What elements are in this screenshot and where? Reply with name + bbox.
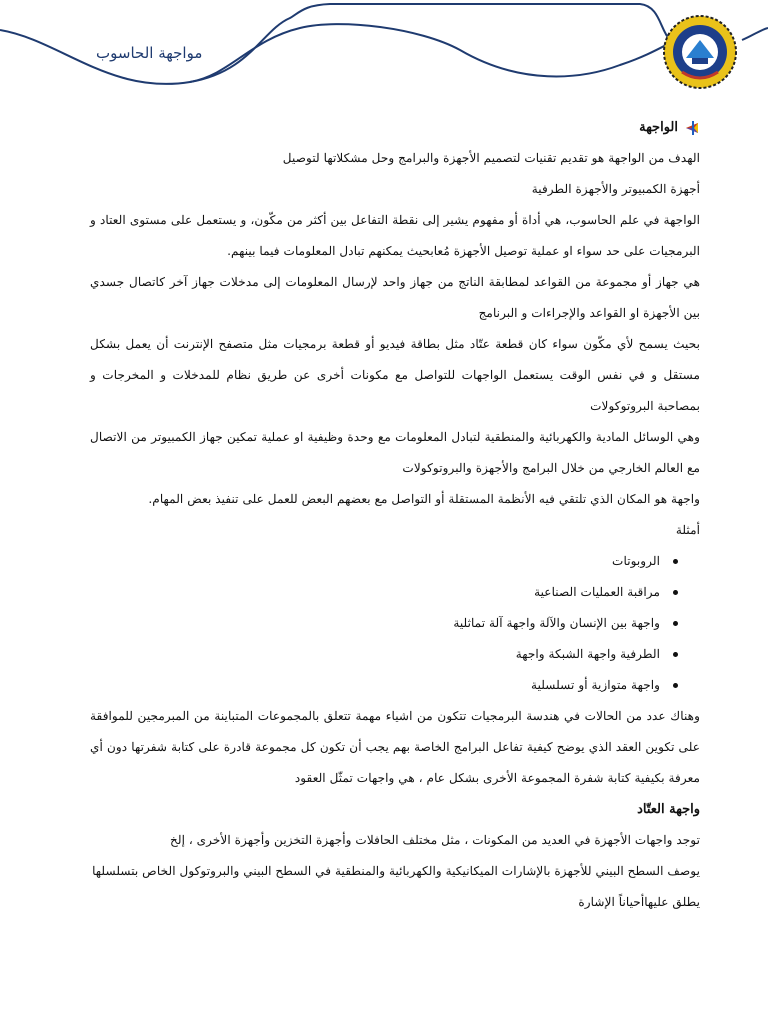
paragraph-hardware-line2: يوصف السطح البيني للأجهزة بالإشارات الميكانيكية والكهربائية والمنطقية في السطح البيني والبروتوكول الخاص بتسلسلها	[92, 864, 700, 878]
bullet-dot-icon	[673, 652, 678, 657]
paragraph-device-rules: هي جهاز أو مجموعة من القواعد لمطابقة الناتج من جهاز واحد لإرسال المعلومات إلى مدخلات جهاز آخر كاتصال جسدي بين الأجهزة او القواعد والإجراءات و البرنامج	[90, 275, 700, 320]
subheading-hardware-interface: واجهة العتّاد	[637, 802, 700, 817]
examples-label: أمثلة	[675, 523, 700, 537]
list-item: واجهة بين الإنسان والآلة واجهة آلة تماثلية	[90, 608, 688, 639]
header-title: مواجهة الحاسوب	[96, 44, 203, 62]
heading-text: الواجهة	[639, 120, 678, 135]
list-item: مراقبة العمليات الصناعية	[90, 577, 688, 608]
paragraph-goal-line1: الهدف من الواجهة هو تقديم تقنيات لتصميم الأجهزة والبرامج وحل مشكلاتها لتوصيل	[282, 151, 700, 165]
section-heading	[90, 112, 700, 143]
paragraph-hardware-line1: توجد واجهات الأجهزة في العديد من المكونات ، مثل مختلف الحافلات وأجهزة التخزين وأجهزة الأخرى ، إلخ	[169, 833, 700, 847]
bullet-dot-icon	[673, 590, 678, 595]
main-content	[90, 112, 700, 918]
paragraph-meeting-place: واجهة هو المكان الذي تلتقي فيه الأنظمة المستقلة أو التواصل مع بعضهم البعض للعمل على تنفيذ بعض المهام.	[148, 492, 700, 506]
examples-list	[90, 546, 700, 701]
multicolor-bullet-icon	[684, 121, 700, 135]
list-item: الطرفية واجهة الشبكة واجهة	[90, 639, 688, 670]
university-seal-logo	[662, 14, 738, 90]
bullet-dot-icon	[673, 621, 678, 626]
paragraph-software-contracts: وهناك عدد من الحالات في هندسة البرمجيات تتكون من اشياء مهمة تتعلق بالمجموعات المتباينة من المبرمجين للموافقة على تكوين العقد الذي يوضح كيفية تفاعل البرامج الخاصة بهم يجب أن تكون كل مجموعة قادرة على كتابة شفرتها دون أي معرفة بكيفية كتابة شفرة المجموعة الأخرى بشكل عام ، هي واجهات تمثّل العقود	[90, 709, 700, 785]
paragraph-means: وهي الوسائل المادية والكهربائية والمنطقية لتبادل المعلومات مع وحدة وظيفية او عملية تمكين جهاز الكمبيوتر من الاتصال مع العالم الخارجي من خلال البرامج والأجهزة والبروتوكولات	[90, 430, 700, 475]
page-header	[0, 0, 768, 110]
paragraph-hardware-line3: يطلق عليهاأحياناً الإشارة	[578, 895, 700, 909]
bullet-dot-icon	[673, 559, 678, 564]
paragraph-component: بحيث يسمح لأي مكّون سواء كان قطعة عتّاد مثل بطاقة فيديو أو قطعة برمجيات مثل متصفح الإنترنت أن يعمل بشكل مستقل و في نفس الوقت يستعمل الواجهات للتواصل مع مكونات أخرى عن طريق نظام للمدخلات و المخرجات و بمصاحبة البروتوكولات	[90, 337, 700, 413]
list-item: الروبوتات	[90, 546, 688, 577]
bullet-dot-icon	[673, 683, 678, 688]
paragraph-definition: الواجهة في علم الحاسوب، هي أداة أو مفهوم يشير إلى نقطة التفاعل بين أكثر من مكّون، و يستعمل على مستوى العتاد و البرمجيات على حد سواء او عملية توصيل الأجهزة مُعابحيث يمكنهم تبادل المعلومات فيما بينهم.	[90, 213, 700, 258]
paragraph-goal-line2: أجهزة الكمبيوتر والأجهزة الطرفية	[531, 182, 700, 196]
list-item: واجهة متوازية أو تسلسلية	[90, 670, 688, 701]
